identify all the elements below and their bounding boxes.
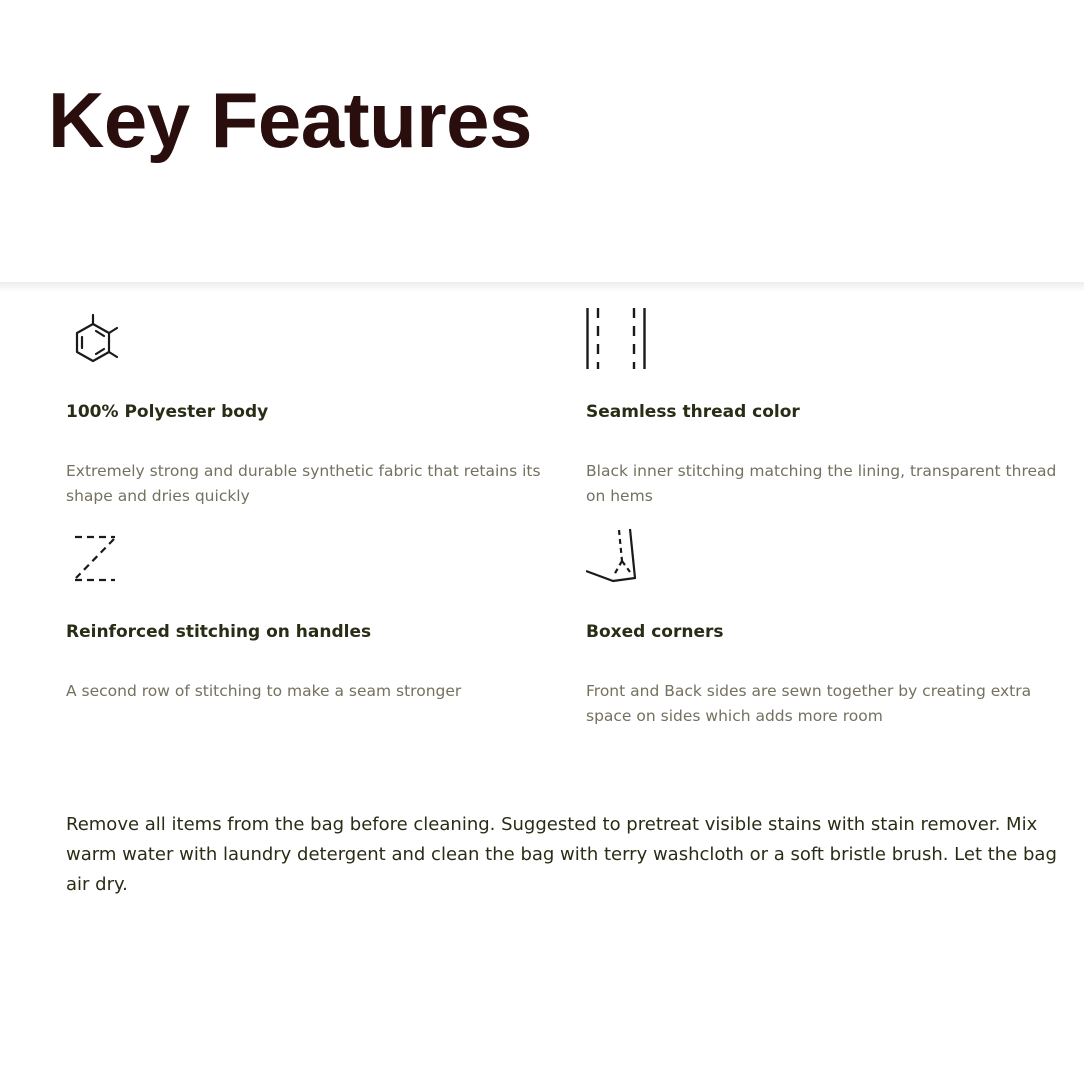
feature-thread-color [586, 308, 1076, 518]
z-stitch-icon [66, 528, 126, 592]
feature-title: Boxed corners [586, 622, 724, 642]
feature-description: Front and Back sides are sewn together by creating extra space on sides which adds more room [586, 682, 1032, 725]
feature-polyester [66, 308, 556, 518]
page-title: Key Features [48, 76, 532, 164]
feature-description: Black inner stitching matching the lining, transparent thread on hems [586, 462, 1057, 505]
care-instructions: Remove all items from the bag before cleaning. Suggested to pretreat visible stains with stain remover. Mix warm water with laundry detergent and clean the bag with terry washcloth or a soft bristle brush. Let the bag air dry. [66, 814, 1057, 895]
thread-lines-icon [586, 308, 650, 376]
feature-reinforced-stitching [66, 528, 556, 738]
feature-boxed-corners [586, 528, 1076, 738]
section-divider [0, 282, 1084, 292]
feature-title: Reinforced stitching on handles [66, 622, 372, 642]
feature-description: A second row of stitching to make a seam stronger [66, 682, 462, 700]
feature-description: Extremely strong and durable synthetic fabric that retains its shape and dries quickly [66, 462, 541, 505]
molecule-icon [66, 308, 126, 372]
feature-title: 100% Polyester body [66, 402, 269, 422]
feature-title: Seamless thread color [586, 402, 800, 422]
boxed-corner-icon [586, 528, 646, 592]
